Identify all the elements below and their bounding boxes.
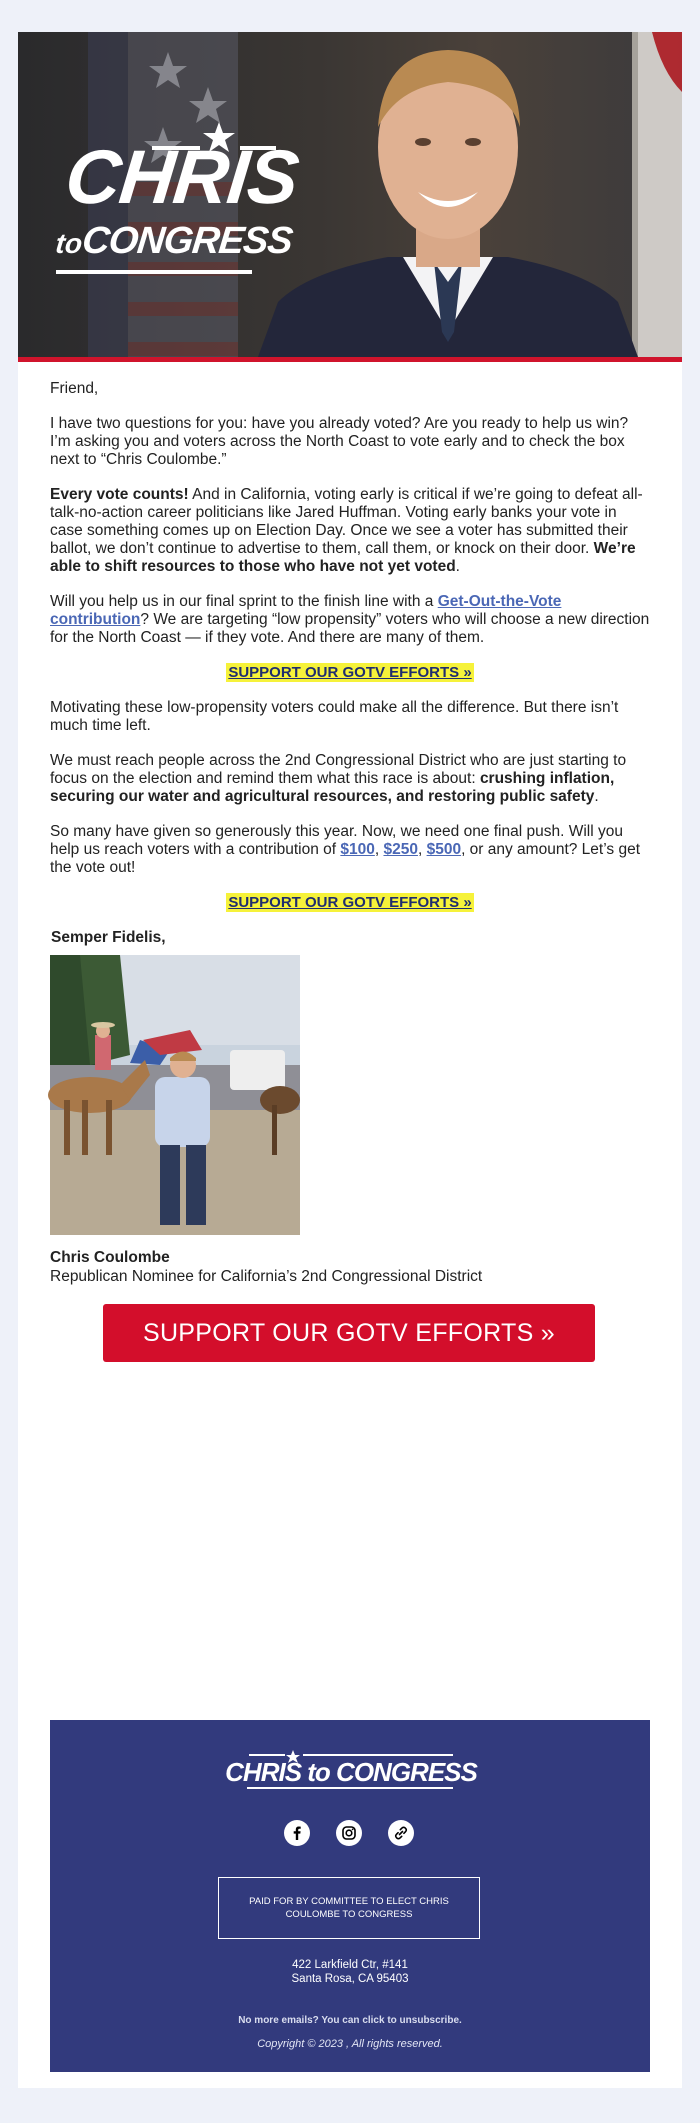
paragraph-6-end: , or any amount? Let’s get the vote out! [50,841,641,876]
emphasis-shift-resources: We’re able to shift resources to those who have not yet voted [50,540,636,575]
paragraph-2 [50,486,650,576]
signature-title: Republican Nominee for California’s 2nd Congressional District [50,1268,483,1285]
closing: Semper Fidelis, [51,929,166,946]
signature-name: Chris Coulombe [50,1249,170,1266]
paragraph-5 [50,752,650,806]
footer-logo-text: CHRIS to CONGRESS [225,1757,477,1787]
paragraph-6-start: So many have given so generously this year. Now, we need one final push. Will you help us reach voters with a contribution of [50,823,623,858]
donate-250-link[interactable]: $250 [383,841,418,858]
footer [50,1720,650,2072]
chris-to-congress-logo [54,122,302,292]
hero-banner [18,32,682,362]
paragraph-2-end: . [455,558,460,575]
logo-to-congress [54,222,294,260]
facebook-icon[interactable] [284,1820,310,1846]
paragraph-4: Motivating these low-propensity voters could make all the difference. But there isn’t much time left. [50,699,619,734]
highlight-cta-2 [50,894,650,912]
footer-logo [225,1750,477,1792]
emphasis-every-vote: Every vote counts! [50,486,189,503]
logo-name: CHRIS [61,135,302,220]
unsubscribe-link[interactable]: No more emails? You can click to unsubscribe. [238,2015,462,2026]
copyright: Copyright © 2023 , All rights reserved. [257,2038,443,2050]
greeting: Friend, [50,380,99,397]
paragraph-3-start: Will you help us in our final sprint to the finish line with a [50,593,438,610]
candidate-portrait-image [238,32,658,357]
donate-500-link[interactable]: $500 [426,841,462,858]
paid-for-disclaimer: PAID FOR BY COMMITTEE TO ELECT CHRIS COULOMBE TO CONGRESS [218,1877,480,1939]
paragraph-2-text: And in California, voting early is critical if we’re going to defeat all-talk-no-action career politicians like Jared Huffman. Voting early banks your vote in case something comes up on Election Day. Once we see a voter has submitted their ballot, we don’t continue to advertise to them, call them, or knock on their door. [50,486,643,557]
logo-rule-bottom [56,270,252,274]
letter-body [50,380,650,964]
highlight-cta-1 [50,664,650,682]
donate-100-link[interactable]: $100 [340,841,375,858]
email-card [18,32,682,2088]
paragraph-6 [50,823,650,877]
logo-congress: CONGRESS [80,220,295,262]
link-icon[interactable] [388,1820,414,1846]
logo-to: to [54,228,84,259]
emphasis-issues: crushing inflation, securing our water and agricultural resources, and restoring public safety [50,770,615,805]
paragraph-3-end: ? We are targeting “low propensity” voters who will choose a new direction for the North Coast — if they vote. And there are many of them. [50,611,650,646]
paragraph-5-start: We must reach people across the 2nd Congressional District who are just starting to focus on the election and remind them what this race is about: [50,752,627,787]
paragraph-1: I have two questions for you: have you already voted? Are you ready to help us win? I’m asking you and voters across the North Coast to vote early and to check the box next to “Chris Coulombe.” [50,415,629,468]
address-line-2: Santa Rosa, CA 95403 [291,1973,409,1985]
address-line-1: 422 Larkfield Ctr, #141 [292,1959,408,1971]
paragraph-5-end: . [594,788,599,805]
instagram-icon[interactable] [336,1820,362,1846]
support-gotv-button[interactable]: SUPPORT OUR GOTV EFFORTS » [103,1304,595,1362]
gotv-contribution-link[interactable]: Get-Out-the-Vote contribution [50,593,562,628]
paragraph-3 [50,593,650,647]
hero-red-bar [18,357,682,362]
candidate-rodeo-photo [50,955,300,1235]
support-gotv-link-1[interactable]: SUPPORT OUR GOTV EFFORTS » [228,664,472,681]
separator-2: , [417,841,427,858]
separator-1: , [374,841,384,858]
support-gotv-link-2[interactable]: SUPPORT OUR GOTV EFFORTS » [228,894,472,911]
